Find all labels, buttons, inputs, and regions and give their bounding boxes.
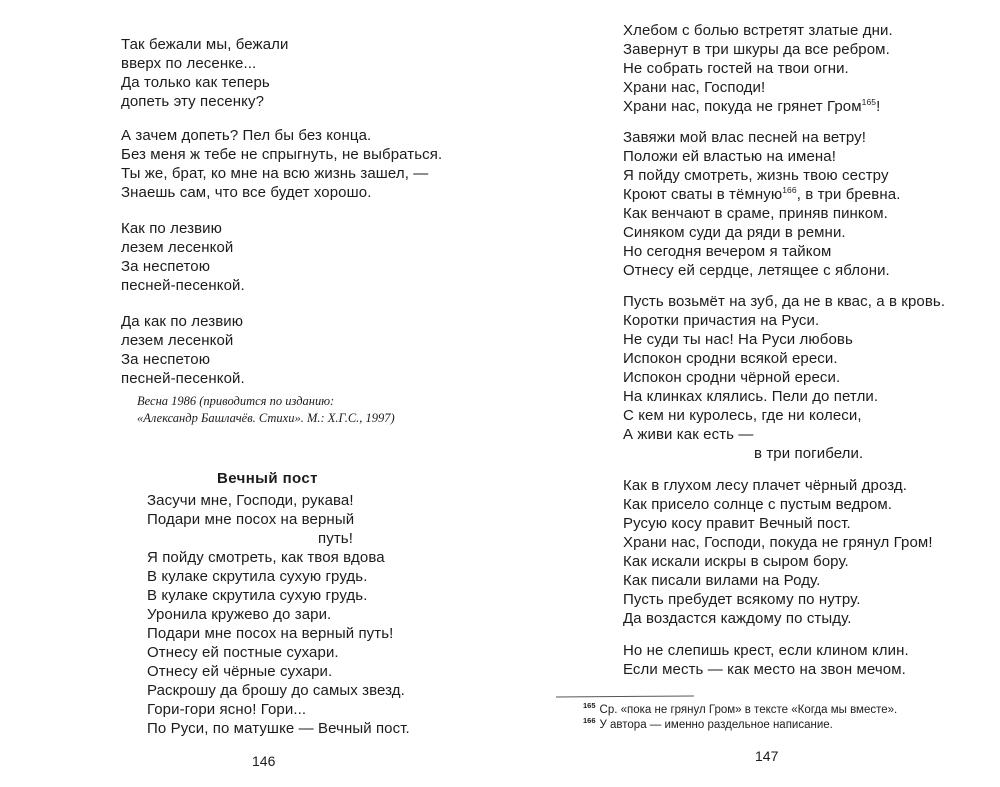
verse-line: За неспетою	[121, 351, 211, 368]
verse-line: А зачем допеть? Пел бы без конца.	[121, 127, 372, 144]
verse-text: , в три бревна.	[796, 186, 901, 203]
verse-line: Гори-гори ясно! Гори...	[147, 701, 307, 718]
verse-line: Без меня ж тебе не спрыгнуть, не выбраться.	[121, 146, 443, 163]
verse-line: Не собрать гостей на твои огни.	[623, 60, 849, 77]
footnote	[583, 703, 897, 718]
verse-line: Я пойду смотреть, как твоя вдова	[147, 549, 385, 566]
footnote	[583, 718, 833, 733]
verse-line: Как по лезвию	[121, 220, 222, 237]
verse-line: Как искали искры в сыром бору.	[623, 553, 849, 570]
verse-line: Положи ей властью на имена!	[623, 148, 837, 165]
verse-line: Ты же, брат, ко мне на всю жизнь зашел, —	[121, 165, 429, 182]
verse-line: Завернут в три шкуры да все ребром.	[623, 41, 890, 58]
footnote-marker: 165	[861, 97, 877, 107]
verse-line: Если месть — как место на звон мечом.	[623, 661, 906, 678]
verse-line: лезем лесенкой	[121, 239, 234, 256]
verse-line: За неспетою	[121, 258, 211, 275]
verse-line: Отнесу ей постные сухари.	[147, 644, 339, 661]
verse-line: Храни нас, Господи, покуда не грянул Гром!	[623, 534, 933, 551]
verse-line: Русую косу правит Вечный пост.	[623, 515, 851, 532]
footnote-divider	[556, 696, 694, 698]
verse-line: На клинках клялись. Пели до петли.	[623, 388, 879, 405]
page-number: 146	[252, 753, 276, 769]
footnote-marker: 166	[782, 185, 797, 195]
verse-line: Храни нас, Господи!	[623, 79, 766, 96]
credit-line: Весна 1986 (приводится по изданию:	[137, 394, 335, 408]
verse-line: Да как по лезвию	[121, 313, 244, 330]
verse-line: Да только как теперь	[121, 74, 270, 91]
verse-line: В кулаке скрутила сухую грудь.	[147, 568, 368, 585]
verse-line: допеть эту песенку?	[121, 93, 265, 110]
verse-line: Да воздастся каждому по стыду.	[623, 610, 852, 627]
page-number: 147	[755, 748, 779, 764]
verse-line: Как писали вилами на Роду.	[623, 572, 821, 589]
verse-line: Засучи мне, Господи, рукава!	[147, 492, 354, 509]
verse-line: Хлебом с болью встретят златые дни.	[623, 22, 893, 39]
verse-line: Как венчают в сраме, приняв пинком.	[623, 205, 888, 222]
verse-line: Как присело солнце с пустым ведром.	[623, 496, 893, 513]
verse-line: Завяжи мой влас песней на ветру!	[623, 129, 866, 146]
verse-line: Подари мне посох на верный	[147, 511, 355, 528]
verse-line: А живи как есть —	[623, 426, 754, 443]
verse-line: В кулаке скрутила сухую грудь.	[147, 587, 368, 604]
verse-line: Испокон сродни чёрной ереси.	[623, 369, 841, 386]
footnote-number: 166	[583, 716, 596, 726]
verse-line: Пусть пребудет всякому по нутру.	[623, 591, 861, 608]
credit-line: «Александр Башлачёв. Стихи». М.: Х.Г.С., 1997)	[137, 411, 395, 425]
verse-line: Но не слепишь крест, если клином клин.	[623, 642, 909, 659]
poem-title: Вечный пост	[217, 470, 318, 487]
verse-line: вверх по лесенке...	[121, 55, 257, 72]
verse-line: Испокон сродни всякой ереси.	[623, 350, 838, 367]
verse-line: Но сегодня вечером я тайком	[623, 243, 832, 260]
footnote-number: 165	[583, 701, 596, 711]
verse-text: !	[876, 98, 881, 115]
verse-line: в три погибели.	[754, 445, 864, 462]
verse-line: С кем ни куролесь, где ни колеси,	[623, 407, 862, 424]
verse-line: путь!	[318, 530, 353, 547]
right-page	[500, 0, 1000, 787]
verse-line: Синяком суди да ряди в ремни.	[623, 224, 846, 241]
verse-line: Знаешь сам, что все будет хорошо.	[121, 184, 372, 201]
footnote-text: Ср. «пока не грянул Гром» в тексте «Когда мы вместе».	[599, 704, 898, 716]
verse-text: Кроют сваты в тёмную	[623, 186, 783, 203]
verse-line: Пусть возьмёт на зуб, да не в квас, а в кровь.	[623, 293, 946, 310]
verse-line	[623, 97, 880, 116]
verse-line: Подари мне посох на верный путь!	[147, 625, 394, 642]
verse-line: Отнесу ей чёрные сухари.	[147, 663, 333, 680]
verse-line: песней-песенкой.	[121, 277, 245, 294]
verse-line: По Руси, по матушке — Вечный пост.	[147, 720, 410, 737]
verse-line: Уронила кружево до зари.	[147, 606, 332, 623]
verse-line: песней-песенкой.	[121, 370, 245, 387]
verse-text: Храни нас, покуда не грянет Гром	[623, 98, 862, 115]
verse-line	[623, 185, 900, 204]
verse-line: лезем лесенкой	[121, 332, 234, 349]
verse-line: Так бежали мы, бежали	[121, 36, 289, 53]
verse-line: Отнесу ей сердце, летящее с яблони.	[623, 262, 890, 279]
verse-line: Я пойду смотреть, жизнь твою сестру	[623, 167, 889, 184]
footnote-text: У автора — именно раздельное написание.	[599, 719, 833, 731]
verse-line: Не суди ты нас! На Руси любовь	[623, 331, 853, 348]
verse-line: Как в глухом лесу плачет чёрный дрозд.	[623, 477, 907, 494]
verse-line: Раскрошу да брошу до самых звезд.	[147, 682, 405, 699]
verse-line: Коротки причастия на Руси.	[623, 312, 820, 329]
